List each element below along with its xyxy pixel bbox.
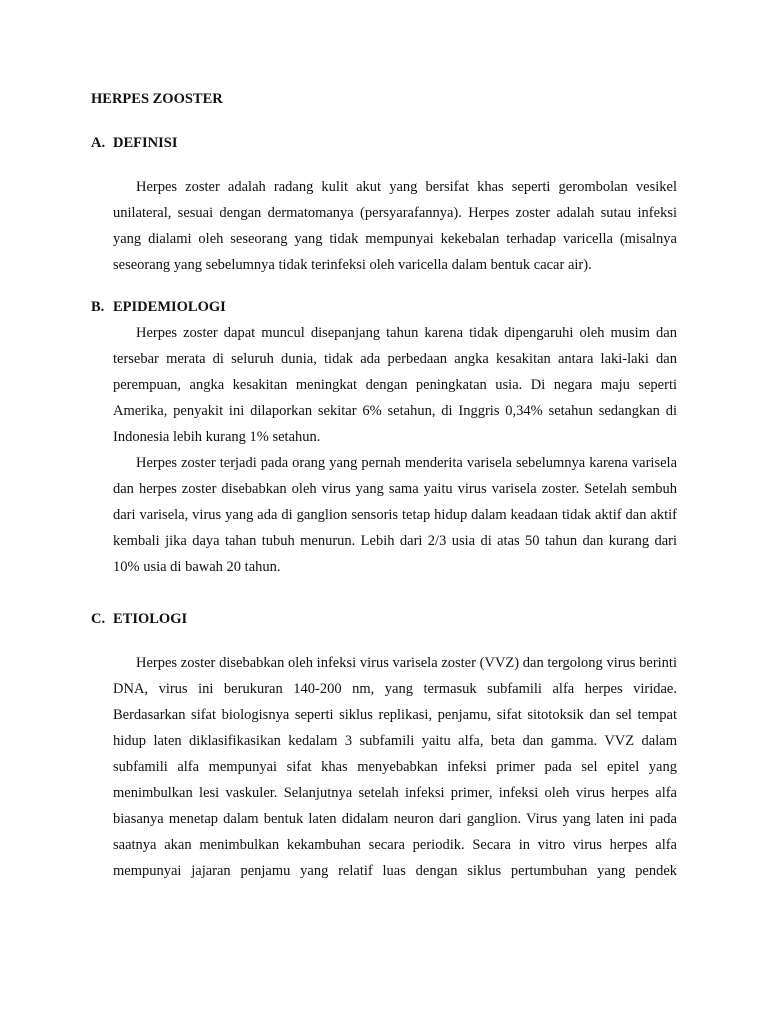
section-letter: A.: [91, 135, 106, 151]
section-letter: B.: [91, 299, 105, 315]
section-title: ETIOLOGI: [113, 611, 188, 627]
paragraph-epidemiologi-1: Herpes zoster dapat muncul disepanjang tahun karena tidak dipengaruhi oleh musim dan tersebar merata di seluruh dunia, tidak ada perbedaan angka kesakitan antara laki-laki dan perempuan, angka kesakitan meningkat dengan peningkatan usia. Di negara maju seperti Amerika, penyakit ini dilaporkan sekitar 6% setahun, di Inggris 0,34% setahun sedangkan di Indonesia lebih kurang 1% setahun.: [113, 325, 677, 445]
section-title: EPIDEMIOLOGI: [113, 299, 226, 315]
paragraph-definisi: Herpes zoster adalah radang kulit akut yang bersifat khas seperti gerombolan vesikel unilateral, sesuai dengan dermatomanya (persyarafannya). Herpes zoster adalah sutau infeksi yang dialami oleh seseorang yang tidak mempunyai kekebalan terhadap varicella (misalnya seseorang yang sebelumnya tidak terinfeksi oleh varicella dalam bentuk cacar air).: [113, 179, 677, 273]
paragraph-epidemiologi-2: Herpes zoster terjadi pada orang yang pernah menderita varisela sebelumnya karena varisela dan herpes zoster disebabkan oleh virus yang sama yaitu virus varisela zoster. Setelah sembuh dari varisela, virus yang ada di ganglion sensoris tetap hidup dalam keadaan tidak aktif dan aktif kembali jika daya tahan tubuh menurun. Lebih dari 2/3 usia di atas 50 tahun dan kurang dari 10% usia di bawah 20 tahun.: [113, 455, 677, 575]
section-heading-definisi: [91, 134, 177, 152]
paragraph-etiologi: Herpes zoster disebabkan oleh infeksi virus varisela zoster (VVZ) dan tergolong virus berinti DNA, virus ini berukuran 140-200 nm, yang termasuk subfamili alfa herpes viridae. Berdasarkan sifat biologisnya seperti siklus replikasi, penjamu, sifat sitotoksik dan sel tempat hidup laten diklasifikasikan kedalam 3 subfamili yaitu alfa, beta dan gamma. VVZ dalam subfamili alfa mempunyai sifat khas menyebabkan infeksi primer pada sel epitel yang menimbulkan lesi vaskuler. Selanjutnya setelah infeksi primer, infeksi oleh virus herpes alfa biasanya menetap dalam bentuk laten didalam neuron dari ganglion. Virus yang laten ini pada saatnya akan menimbulkan kekambuhan secara periodik. Secara in vitro virus herpes alfa mempunyai jajaran penjamu yang relatif luas dengan siklus pertumbuhan yang pendek: [113, 655, 677, 879]
section-heading-etiologi: [91, 610, 187, 628]
document-title: HERPES ZOOSTER: [91, 91, 223, 107]
section-heading-epidemiologi: [91, 298, 226, 316]
section-letter: C.: [91, 611, 106, 627]
section-title: DEFINISI: [113, 135, 178, 151]
